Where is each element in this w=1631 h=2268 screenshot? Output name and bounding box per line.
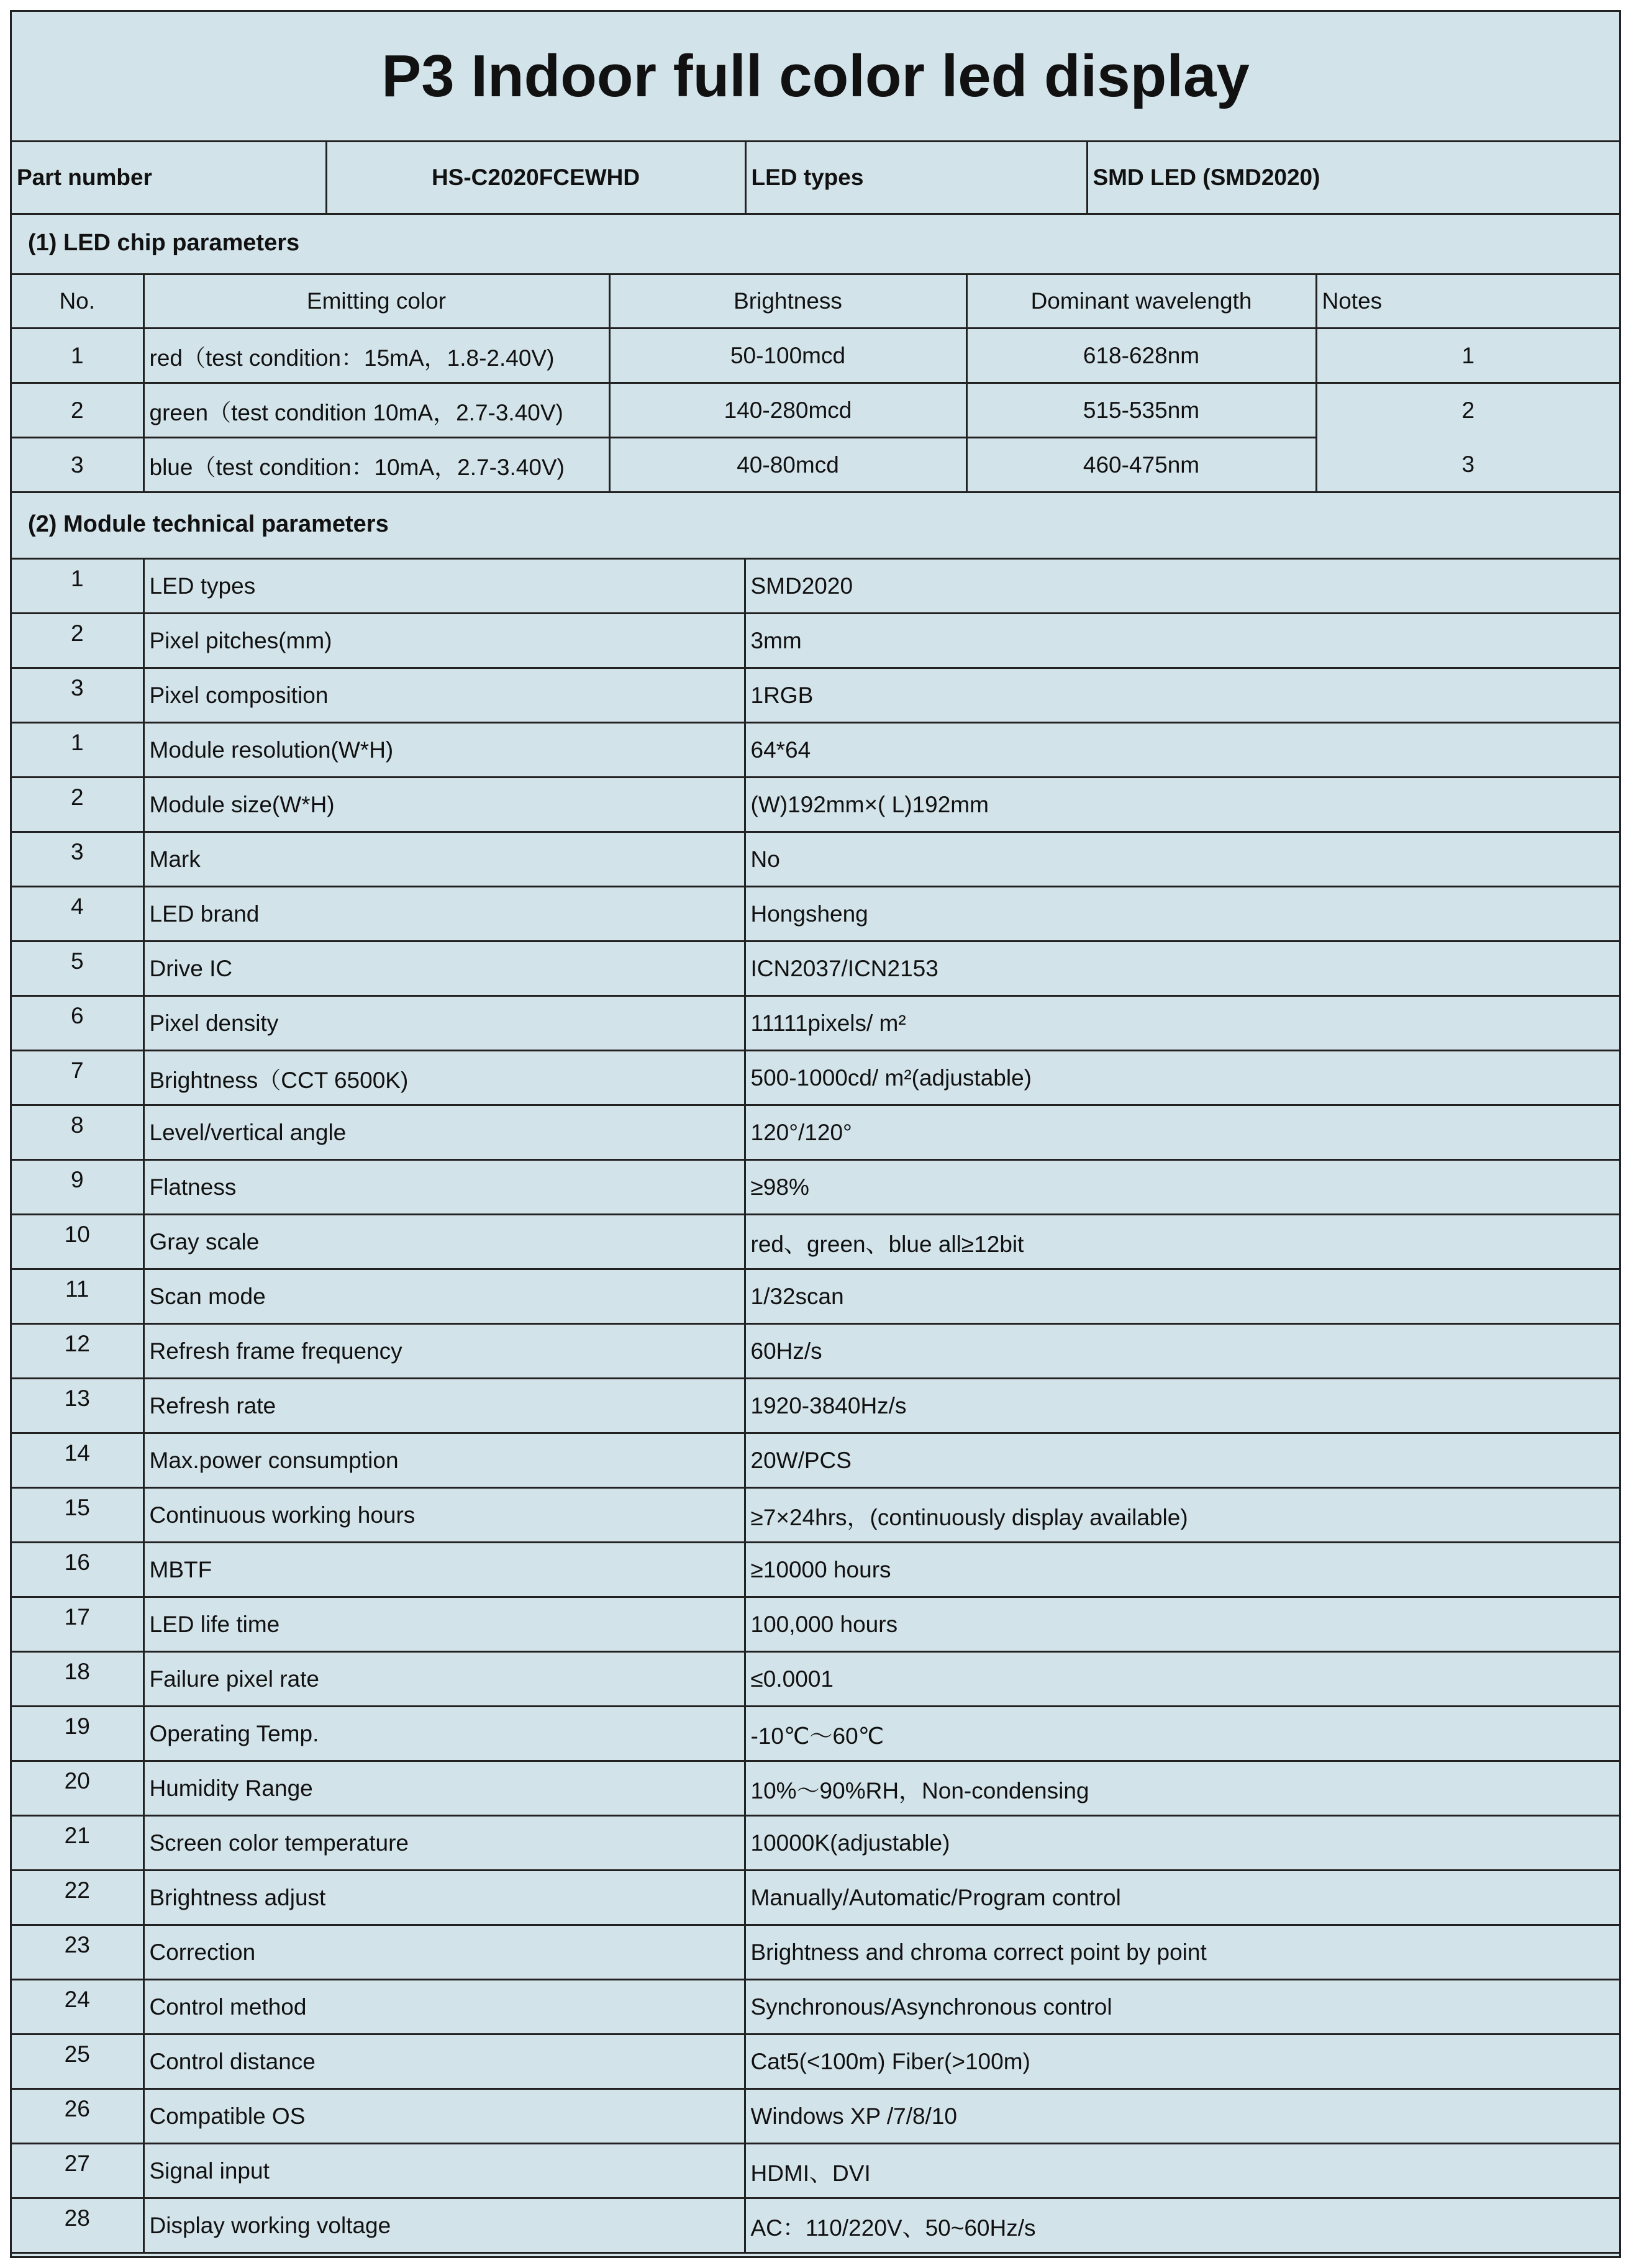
module-row-no: 18	[12, 1652, 143, 1707]
module-row-no: 12	[12, 1324, 143, 1379]
module-row-no: 13	[12, 1379, 143, 1433]
module-row-name: LED types	[143, 559, 745, 614]
table-row	[12, 941, 1619, 996]
module-row-no: 1	[12, 723, 143, 778]
col-notes: Notes	[1316, 274, 1619, 329]
module-row-name: Drive IC	[143, 941, 745, 996]
chip-color: blue（test condition：10mA，2.7-3.40V)	[143, 438, 609, 492]
module-row-value: Manually/Automatic/Program control	[745, 1871, 1619, 1925]
module-row-no: 11	[12, 1269, 143, 1324]
module-row-name: Control distance	[143, 2034, 745, 2089]
table-row	[12, 1215, 1619, 1269]
chip-notes: 3	[1316, 438, 1619, 492]
table-row	[12, 668, 1619, 723]
module-row-value: 120°/120°	[745, 1105, 1619, 1160]
module-row-name: Correction	[143, 1925, 745, 1980]
module-row-name: Module resolution(W*H)	[143, 723, 745, 778]
table-row	[12, 1324, 1619, 1379]
chip-wavelength: 515-535nm	[966, 383, 1316, 438]
module-row-no: 4	[12, 887, 143, 941]
module-row-name: Compatible OS	[143, 2089, 745, 2144]
module-row-name: Operating Temp.	[143, 1707, 745, 1761]
part-number-label: Part number	[12, 142, 326, 214]
table-row	[12, 996, 1619, 1051]
module-row-name: LED life time	[143, 1597, 745, 1652]
module-row-no: 23	[12, 1925, 143, 1980]
chip-header-row	[12, 274, 1619, 329]
table-row	[12, 1543, 1619, 1597]
module-row-value: Cat5(<100m) Fiber(>100m)	[745, 2034, 1619, 2089]
module-row-name: Mark	[143, 832, 745, 887]
chip-notes: 2	[1316, 383, 1619, 438]
module-row-name: Failure pixel rate	[143, 1652, 745, 1707]
table-row	[12, 1816, 1619, 1871]
module-row-value: ≥10000 hours	[745, 1543, 1619, 1597]
module-row-name: Module size(W*H)	[143, 778, 745, 832]
table-row	[12, 1160, 1619, 1215]
table-row	[12, 329, 1619, 383]
col-emitting-color: Emitting color	[143, 274, 609, 329]
header-table	[12, 140, 1619, 215]
module-row-name: Refresh frame frequency	[143, 1324, 745, 1379]
table-row	[12, 1707, 1619, 1761]
module-row-no: 1	[12, 559, 143, 614]
module-row-name: Pixel composition	[143, 668, 745, 723]
module-row-value: ≥98%	[745, 1160, 1619, 1215]
module-row-value: 500-1000cd/ m²(adjustable)	[745, 1051, 1619, 1105]
module-row-name: Pixel density	[143, 996, 745, 1051]
table-row	[12, 1379, 1619, 1433]
module-row-value: 10000K(adjustable)	[745, 1816, 1619, 1871]
module-row-name: Flatness	[143, 1160, 745, 1215]
module-row-name: Humidity Range	[143, 1761, 745, 1816]
table-row	[12, 1871, 1619, 1925]
table-row	[12, 832, 1619, 887]
table-row	[12, 723, 1619, 778]
module-row-name: Gray scale	[143, 1215, 745, 1269]
module-row-no: 26	[12, 2089, 143, 2144]
module-section-title: (2) Module technical parameters	[12, 491, 1619, 560]
module-row-name: Pixel pitches(mm)	[143, 614, 745, 668]
module-row-no: 28	[12, 2198, 143, 2253]
module-row-value: HDMI、DVI	[745, 2144, 1619, 2198]
table-row	[12, 1597, 1619, 1652]
module-row-name: Screen color temperature	[143, 1816, 745, 1871]
module-row-name: Level/vertical angle	[143, 1105, 745, 1160]
module-row-no: 9	[12, 1160, 143, 1215]
chip-wavelength: 460-475nm	[966, 438, 1316, 492]
module-row-name: Brightness adjust	[143, 1871, 745, 1925]
module-row-no: 3	[12, 668, 143, 723]
table-row	[12, 1761, 1619, 1816]
module-row-name: Refresh rate	[143, 1379, 745, 1433]
module-row-no: 16	[12, 1543, 143, 1597]
table-row	[12, 1105, 1619, 1160]
document-title: P3 Indoor full color led display	[12, 12, 1619, 142]
module-row-no: 10	[12, 1215, 143, 1269]
module-row-name: Scan mode	[143, 1269, 745, 1324]
table-row	[12, 1269, 1619, 1324]
module-row-value: Hongsheng	[745, 887, 1619, 941]
module-row-value: -10℃～60℃	[745, 1707, 1619, 1761]
module-row-name: Control method	[143, 1980, 745, 2034]
module-row-value: No	[745, 832, 1619, 887]
module-row-value: 20W/PCS	[745, 1433, 1619, 1488]
chip-color: green（test condition 10mA，2.7-3.40V)	[143, 383, 609, 438]
module-row-name: LED brand	[143, 887, 745, 941]
module-row-value: 60Hz/s	[745, 1324, 1619, 1379]
module-row-name: Display working voltage	[143, 2198, 745, 2253]
chip-table	[12, 273, 1619, 493]
module-row-value: 1920-3840Hz/s	[745, 1379, 1619, 1433]
chip-brightness: 50-100mcd	[609, 329, 966, 383]
module-row-no: 6	[12, 996, 143, 1051]
col-brightness: Brightness	[609, 274, 966, 329]
spec-sheet	[10, 10, 1621, 2258]
module-row-name: Continuous working hours	[143, 1488, 745, 1543]
module-row-value: 3mm	[745, 614, 1619, 668]
module-row-value: 1RGB	[745, 668, 1619, 723]
chip-brightness: 40-80mcd	[609, 438, 966, 492]
module-row-no: 27	[12, 2144, 143, 2198]
module-row-value: Brightness and chroma correct point by point	[745, 1925, 1619, 1980]
chip-no: 2	[12, 383, 143, 438]
table-row	[12, 1433, 1619, 1488]
module-row-no: 19	[12, 1707, 143, 1761]
table-row	[12, 778, 1619, 832]
module-row-no: 14	[12, 1433, 143, 1488]
table-row	[12, 887, 1619, 941]
col-no: No.	[12, 274, 143, 329]
module-row-name: Max.power consumption	[143, 1433, 745, 1488]
chip-brightness: 140-280mcd	[609, 383, 966, 438]
module-row-value: ≤0.0001	[745, 1652, 1619, 1707]
chip-no: 1	[12, 329, 143, 383]
module-row-value: red、green、blue all≥12bit	[745, 1215, 1619, 1269]
module-row-no: 2	[12, 778, 143, 832]
module-row-value: SMD2020	[745, 559, 1619, 614]
table-row	[12, 2198, 1619, 2253]
module-row-no: 7	[12, 1051, 143, 1105]
module-row-value: 100,000 hours	[745, 1597, 1619, 1652]
table-row	[12, 559, 1619, 614]
module-row-no: 8	[12, 1105, 143, 1160]
table-row	[12, 2034, 1619, 2089]
module-row-name: Signal input	[143, 2144, 745, 2198]
module-row-value: 1/32scan	[745, 1269, 1619, 1324]
chip-notes: 1	[1316, 329, 1619, 383]
module-row-no: 3	[12, 832, 143, 887]
module-row-no: 22	[12, 1871, 143, 1925]
module-row-no: 24	[12, 1980, 143, 2034]
module-row-no: 15	[12, 1488, 143, 1543]
chip-section-title: (1) LED chip parameters	[12, 213, 1619, 275]
led-types-value: SMD LED (SMD2020)	[1087, 142, 1619, 214]
part-number-value: HS-C2020FCEWHD	[326, 142, 745, 214]
module-row-value: ICN2037/ICN2153	[745, 941, 1619, 996]
table-row	[12, 2089, 1619, 2144]
table-row	[12, 438, 1619, 492]
module-row-value: ≥7×24hrs，(continuously display available)	[745, 1488, 1619, 1543]
table-row	[12, 383, 1619, 438]
module-row-name: Brightness（CCT 6500K)	[143, 1051, 745, 1105]
table-row	[12, 614, 1619, 668]
col-dominant-wavelength: Dominant wavelength	[966, 274, 1316, 329]
table-row	[12, 1980, 1619, 2034]
module-row-no: 20	[12, 1761, 143, 1816]
module-row-value: (W)192mm×( L)192mm	[745, 778, 1619, 832]
module-table	[12, 558, 1619, 2254]
module-row-value: 10%～90%RH，Non-condensing	[745, 1761, 1619, 1816]
table-row	[12, 1051, 1619, 1105]
module-row-no: 21	[12, 1816, 143, 1871]
module-row-value: Windows XP /7/8/10	[745, 2089, 1619, 2144]
module-row-value: 11111pixels/ m²	[745, 996, 1619, 1051]
table-row	[12, 1925, 1619, 1980]
module-row-value: 64*64	[745, 723, 1619, 778]
module-row-name: MBTF	[143, 1543, 745, 1597]
table-row	[12, 1488, 1619, 1543]
table-row	[12, 2144, 1619, 2198]
module-row-no: 17	[12, 1597, 143, 1652]
chip-no: 3	[12, 438, 143, 492]
table-row	[12, 1652, 1619, 1707]
chip-color: red（test condition：15mA，1.8-2.40V)	[143, 329, 609, 383]
module-row-no: 5	[12, 941, 143, 996]
led-types-label: LED types	[745, 142, 1087, 214]
module-row-no: 25	[12, 2034, 143, 2089]
module-row-value: AC：110/220V、50~60Hz/s	[745, 2198, 1619, 2253]
header-row	[12, 142, 1619, 214]
module-row-value: Synchronous/Asynchronous control	[745, 1980, 1619, 2034]
module-row-no: 2	[12, 614, 143, 668]
chip-wavelength: 618-628nm	[966, 329, 1316, 383]
